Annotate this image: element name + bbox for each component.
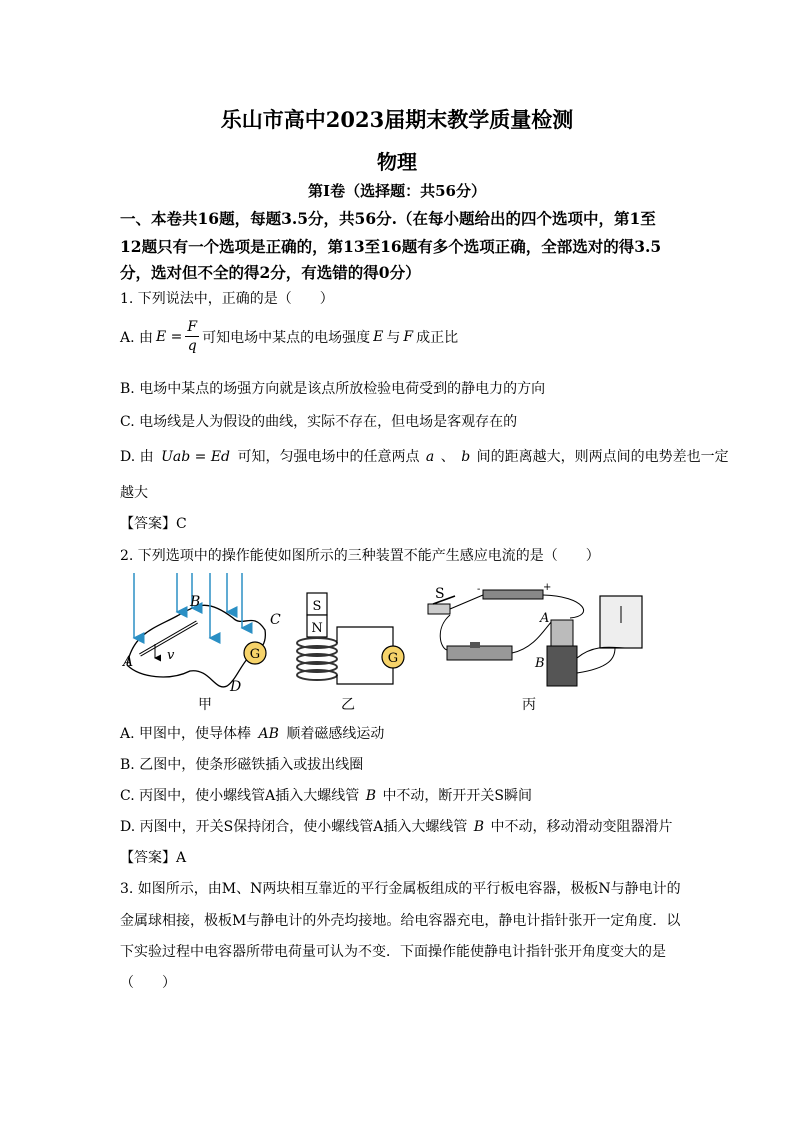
q3-line1: 3. 如图所示，由M、N两块相互靠近的平行金属板组成的平行板电容器，极板N与静电计的 bbox=[120, 881, 681, 897]
q1-option-a-text: 可知电场中某点的电场强度 bbox=[202, 329, 371, 346]
figure-yi bbox=[297, 593, 404, 713]
q1-answer: 【答案】C bbox=[120, 516, 187, 532]
yi-wire-bottom bbox=[337, 668, 393, 684]
q2-option-d bbox=[120, 816, 673, 836]
bing-label-S: S bbox=[435, 586, 445, 602]
q1-option-d-formula: Uab = Ed bbox=[161, 449, 231, 465]
q1-stem: 1. 下列说法中，正确的是（ ） bbox=[120, 291, 334, 307]
q1-formula-lhs: E = bbox=[156, 328, 183, 345]
jia-label-D: D bbox=[230, 679, 242, 695]
q2-option-a bbox=[120, 723, 384, 743]
q2-option-c-end: 中不动，断开开关S瞬间 bbox=[382, 788, 533, 804]
section-instructions-line2: 12题只有一个选项是正确的，第13至16题有多个选项正确，全部选对的得3.5 bbox=[120, 237, 662, 256]
bing-large-coil bbox=[547, 646, 577, 686]
jia-label-v: v bbox=[167, 648, 175, 663]
q2-option-a-end: 顺着磁感线运动 bbox=[286, 726, 385, 742]
bing-wire-rheostat bbox=[440, 615, 450, 650]
q2-option-c bbox=[120, 785, 532, 805]
q2-option-a-AB: AB bbox=[258, 726, 279, 742]
q2-option-b: B. 乙图中，使条形磁铁插入或拔出线圈 bbox=[120, 757, 364, 773]
q1-option-a-mid: 与 bbox=[386, 329, 401, 346]
svg-text:+: + bbox=[543, 582, 552, 593]
q2-stem: 2. 下列选项中的操作能使如图所示的三种装置不能产生感应电流的是（ ） bbox=[120, 548, 600, 564]
q1-option-d-a: a bbox=[425, 449, 435, 465]
q2-option-c-prefix: C. 丙图中，使小螺线管A插入大螺线管 bbox=[120, 788, 360, 804]
q2-figure bbox=[115, 568, 675, 720]
bing-small-coil bbox=[551, 620, 573, 648]
q3-line4: （ ） bbox=[120, 975, 176, 991]
figure-jia bbox=[121, 573, 281, 713]
svg-text:-: - bbox=[477, 584, 481, 595]
jia-label-A: A bbox=[123, 654, 134, 670]
q2-option-a-prefix: A. 甲图中，使导体棒 bbox=[120, 726, 252, 742]
part-title: 第I卷（选择题：共56分） bbox=[308, 182, 486, 200]
yi-caption: 乙 bbox=[341, 697, 355, 713]
q1-option-d-end: 间的距离越大，则两点间的电势差也一定 bbox=[476, 449, 729, 465]
q1-fraction-numerator: F bbox=[187, 319, 198, 335]
q1-option-a-F: F bbox=[403, 328, 414, 345]
q1-option-a-prefix: A. 由 bbox=[120, 329, 154, 346]
yi-label-N: N bbox=[311, 621, 323, 636]
jia-caption: 甲 bbox=[198, 697, 212, 713]
q1-option-d bbox=[120, 446, 729, 466]
q1-option-d-line2: 越大 bbox=[120, 485, 148, 501]
subject-title: 物理 bbox=[377, 150, 417, 174]
q2-answer: 【答案】A bbox=[120, 850, 187, 866]
jia-label-G: G bbox=[249, 647, 261, 662]
q1-option-d-b: b bbox=[461, 449, 471, 465]
q2-option-c-B: B bbox=[365, 788, 376, 804]
q1-option-d-prefix: D. 由 bbox=[120, 449, 154, 465]
q1-fraction bbox=[185, 320, 199, 353]
jia-label-B: B bbox=[190, 594, 201, 610]
q2-option-d-B: B bbox=[473, 819, 485, 835]
yi-wire-top bbox=[337, 627, 393, 646]
q1-fraction-denominator: q bbox=[187, 338, 197, 354]
q1-option-c: C. 电场线是人为假设的曲线，实际不存在，但电场是客观存在的 bbox=[120, 414, 518, 430]
section-instructions-line3: 分，选对但不全的得2分，有选错的得0分） bbox=[120, 263, 421, 282]
yi-coil bbox=[297, 638, 337, 680]
q1-option-a-end: 成正比 bbox=[416, 329, 459, 346]
bing-wire-galvanometer bbox=[577, 647, 625, 673]
bing-caption: 丙 bbox=[522, 697, 536, 713]
bing-battery bbox=[483, 590, 543, 599]
bing-rheostat bbox=[447, 646, 512, 660]
q1-option-d-sep: 、 bbox=[440, 449, 455, 465]
figure-bing bbox=[428, 582, 642, 713]
q3-line3: 下实验过程中电容器所带电荷量可认为不变．下面操作能使静电计指针张开角度变大的是 bbox=[120, 944, 666, 960]
yi-label-S: S bbox=[312, 599, 322, 614]
q2-option-d-end: 中不动，移动滑动变阻器滑片 bbox=[490, 819, 673, 835]
bing-label-A: A bbox=[540, 611, 550, 626]
bing-switch bbox=[428, 604, 450, 614]
section-instructions-line1: 一、本卷共16题，每题3.5分，共56分.（在每小题给出的四个选项中，第1至 bbox=[120, 209, 656, 228]
yi-label-G: G bbox=[387, 651, 399, 666]
jia-label-C: C bbox=[270, 612, 281, 628]
q1-option-a-E: E bbox=[373, 328, 384, 345]
exam-title: 乐山市高中2023届期末教学质量检测 bbox=[220, 107, 574, 132]
q1-option-d-text: 可知，匀强电场中的任意两点 bbox=[237, 449, 420, 465]
q1-option-a bbox=[120, 320, 458, 353]
q1-option-b: B. 电场中某点的场强方向就是该点所放检验电荷受到的静电力的方向 bbox=[120, 381, 546, 397]
q2-option-d-prefix: D. 丙图中，开关S保持闭合，使小螺线管A插入大螺线管 bbox=[120, 819, 468, 835]
bing-label-B: B bbox=[535, 656, 545, 671]
q3-line2: 金属球相接，极板M与静电计的外壳均接地。给电容器充电，静电计指针张开一定角度．以 bbox=[120, 913, 681, 929]
